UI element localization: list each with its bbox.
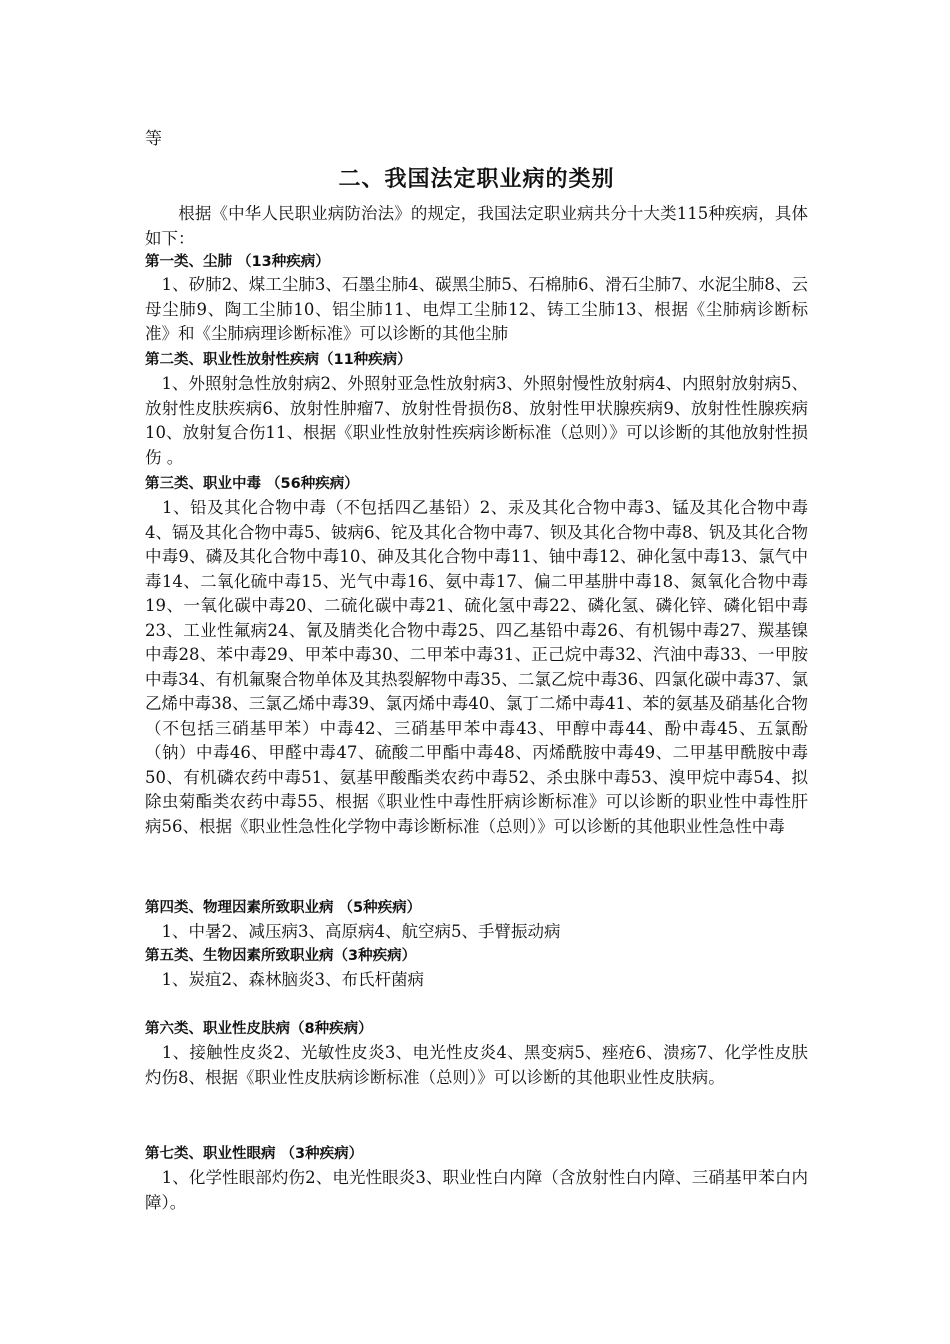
section-1-body: 1、矽肺2、煤工尘肺3、石墨尘肺4、碳黑尘肺5、石棉肺6、滑石尘肺7、水泥尘肺8、云母尘肺9、陶工尘肺10、铝尘肺11、电焊工尘肺12、铸工尘肺13、根据《尘肺病诊断标准》和《尘肺病理诊断标准》可以诊断的其他尘肺 — [145, 275, 808, 343]
section-5-body: 1、炭疽2、森林脑炎3、布氏杆菌病 — [145, 970, 424, 989]
section-4-heading: 第四类、物理因素所致职业病 （5种疾病） — [145, 900, 422, 916]
section-6-heading: 第六类、职业性皮肤病（8种疾病） — [145, 1021, 373, 1037]
section-3-heading: 第三类、职业中毒 （56种疾病） — [145, 476, 359, 492]
section-1-heading: 第一类、尘肺 （13种疾病） — [145, 254, 330, 270]
section-5-heading: 第五类、生物因素所致职业病（3种疾病） — [145, 948, 417, 964]
section-3-body: 1、铅及其化合物中毒（不包括四乙基铅）2、汞及其化合物中毒3、锰及其化合物中毒4、镉及其化合物中毒5、铍病6、铊及其化合物中毒7、钡及其化合物中毒8、钒及其化合物中毒9、磷及其化合物中毒10、砷及其化合物中毒11、铀中毒12、砷化氢中毒13、氯气中毒14、二氧化硫中毒15、光气中毒16、氨中毒17、偏二甲基肼中毒18、氮氧化合物中毒19、一氧化碳中毒20、二硫化碳中毒21、硫化氢中毒22、磷化氢、磷化锌、磷化铝中毒23、工业性氟病24、氰及腈类化合物中毒25、四乙基铅中毒26、有机锡中毒27、羰基镍中毒28、苯中毒29、甲苯中毒30、二甲苯中毒31、正己烷中毒32、汽油中毒33、一甲胺中毒34、有机氟聚合物单体及其热裂解物中毒35、二氯乙烷中毒36、四氯化碳中毒37、氯乙烯中毒38、三氯乙烯中毒39、氯丙烯中毒40、氯丁二烯中毒41、苯的氨基及硝基化合物（不包括三硝基甲苯）中毒42、三硝基甲苯中毒43、甲醇中毒44、酚中毒45、五氯酚（钠）中毒46、甲醛中毒47、硫酸二甲酯中毒48、丙烯酰胺中毒49、二甲基甲酰胺中毒50、有机磷农药中毒51、氨基甲酸酯类农药中毒52、杀虫脒中毒53、溴甲烷中毒54、拟除虫菊酯类农药中毒55、根据《职业性中毒性肝病诊断标准》可以诊断的职业性中毒性肝病56、根据《职业性急性化学物中毒诊断标准（总则）》可以诊断的其他职业性急性中毒 — [145, 498, 808, 836]
section-7-heading: 第七类、职业性眼病 （3种疾病） — [145, 1146, 364, 1162]
section-4-body: 1、中暑2、减压病3、高原病4、航空病5、手臂振动病 — [145, 922, 561, 941]
top-fragment: 等 — [145, 129, 162, 149]
section-7-body: 1、化学性眼部灼伤2、电光性眼炎3、职业性白内障（含放射性白内障、三硝基甲苯白内障）。 — [145, 1168, 808, 1212]
page-title: 二、我国法定职业病的类别 — [338, 166, 615, 192]
section-2-heading: 第二类、职业性放射性疾病（11种疾病） — [145, 352, 412, 368]
intro-paragraph: 根据《中华人民职业病防治法》的规定，我国法定职业病共分十大类115种疾病，具体如下： — [145, 204, 808, 248]
section-6-body: 1、接触性皮炎2、光敏性皮炎3、电光性皮炎4、黑变病5、痤疮6、溃疡7、化学性皮肤灼伤8、根据《职业性皮肤病诊断标准（总则）》可以诊断的其他职业性皮肤病。 — [145, 1043, 808, 1087]
section-2-body: 1、外照射急性放射病2、外照射亚急性放射病3、外照射慢性放射病4、内照射放射病5、放射性皮肤疾病6、放射性肿瘤7、放射性骨损伤8、放射性甲状腺疾病9、放射性性腺疾病10、放射复合伤11、根据《职业性放射性疾病诊断标准（总则）》可以诊断的其他放射性损伤 。 — [145, 374, 808, 467]
